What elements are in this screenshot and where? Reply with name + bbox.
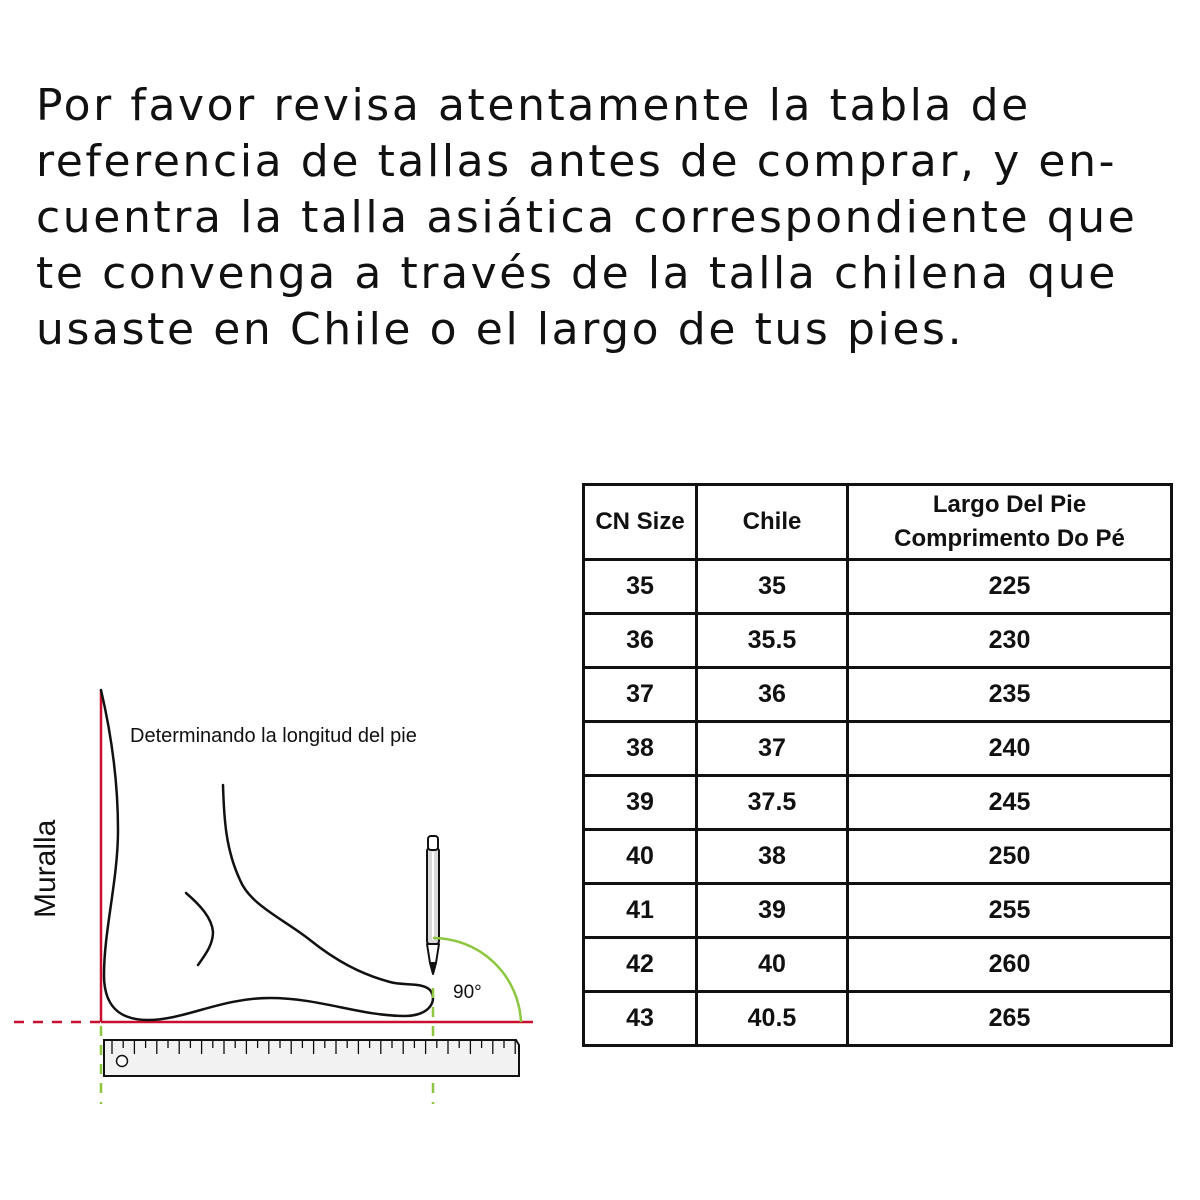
- size-reference-table: [582, 483, 1173, 1047]
- cell-chile: 35: [697, 560, 848, 614]
- wall-label: Muralla: [29, 819, 62, 918]
- cell-cn-size: 43: [584, 992, 697, 1046]
- cell-cn-size: 42: [584, 938, 697, 992]
- cell-chile: 38: [697, 830, 848, 884]
- header-foot-length: [848, 485, 1172, 560]
- cell-foot-length: 230: [848, 614, 1172, 668]
- header-cn-size: CN Size: [584, 485, 697, 560]
- header-foot-length-line2: Comprimento Do Pé: [894, 525, 1125, 552]
- header-foot-length-line1: Largo Del Pie: [932, 491, 1087, 518]
- cell-chile: 37: [697, 722, 848, 776]
- cell-foot-length: 225: [848, 560, 1172, 614]
- cell-chile: 37.5: [697, 776, 848, 830]
- cell-cn-size: 41: [584, 884, 697, 938]
- cell-foot-length: 255: [848, 884, 1172, 938]
- cell-chile: 40.5: [697, 992, 848, 1046]
- cell-chile: 36: [697, 668, 848, 722]
- table-header-row: [584, 485, 1172, 560]
- table-row: [584, 992, 1172, 1046]
- header-chile: Chile: [697, 485, 848, 560]
- cell-cn-size: 37: [584, 668, 697, 722]
- cell-cn-size: 36: [584, 614, 697, 668]
- cell-foot-length: 235: [848, 668, 1172, 722]
- intro-paragraph: [36, 78, 1186, 358]
- intro-line: usaste en Chile o el largo de tus pies.: [36, 304, 965, 355]
- cell-cn-size: 35: [584, 560, 697, 614]
- right-angle-arc-icon: [433, 938, 521, 1022]
- intro-line: referencia de tallas antes de comprar, y en-: [36, 136, 1118, 187]
- foot-measurement-illustration: [0, 670, 560, 1110]
- table-row: [584, 938, 1172, 992]
- cell-cn-size: 38: [584, 722, 697, 776]
- cell-foot-length: 260: [848, 938, 1172, 992]
- table-row: [584, 776, 1172, 830]
- cell-chile: 40: [697, 938, 848, 992]
- intro-line: te convenga a través de la talla chilena que: [36, 248, 1118, 299]
- table-row: [584, 830, 1172, 884]
- ruler-icon: [104, 1040, 519, 1076]
- cell-foot-length: 250: [848, 830, 1172, 884]
- intro-line: cuentra la talla asiática correspondiente que: [36, 192, 1138, 243]
- table-row: [584, 668, 1172, 722]
- cell-chile: 39: [697, 884, 848, 938]
- cell-foot-length: 265: [848, 992, 1172, 1046]
- intro-line: Por favor revisa atentamente la tabla de: [36, 80, 1031, 131]
- cell-foot-length: 245: [848, 776, 1172, 830]
- table-row: [584, 722, 1172, 776]
- table-row: [584, 884, 1172, 938]
- illustration-caption: Determinando la longitud del pie: [130, 725, 417, 747]
- angle-label: 90°: [453, 982, 482, 1003]
- pencil-icon: [427, 836, 439, 974]
- table-row: [584, 560, 1172, 614]
- cell-chile: 35.5: [697, 614, 848, 668]
- table-row: [584, 614, 1172, 668]
- cell-cn-size: 39: [584, 776, 697, 830]
- cell-foot-length: 240: [848, 722, 1172, 776]
- cell-cn-size: 40: [584, 830, 697, 884]
